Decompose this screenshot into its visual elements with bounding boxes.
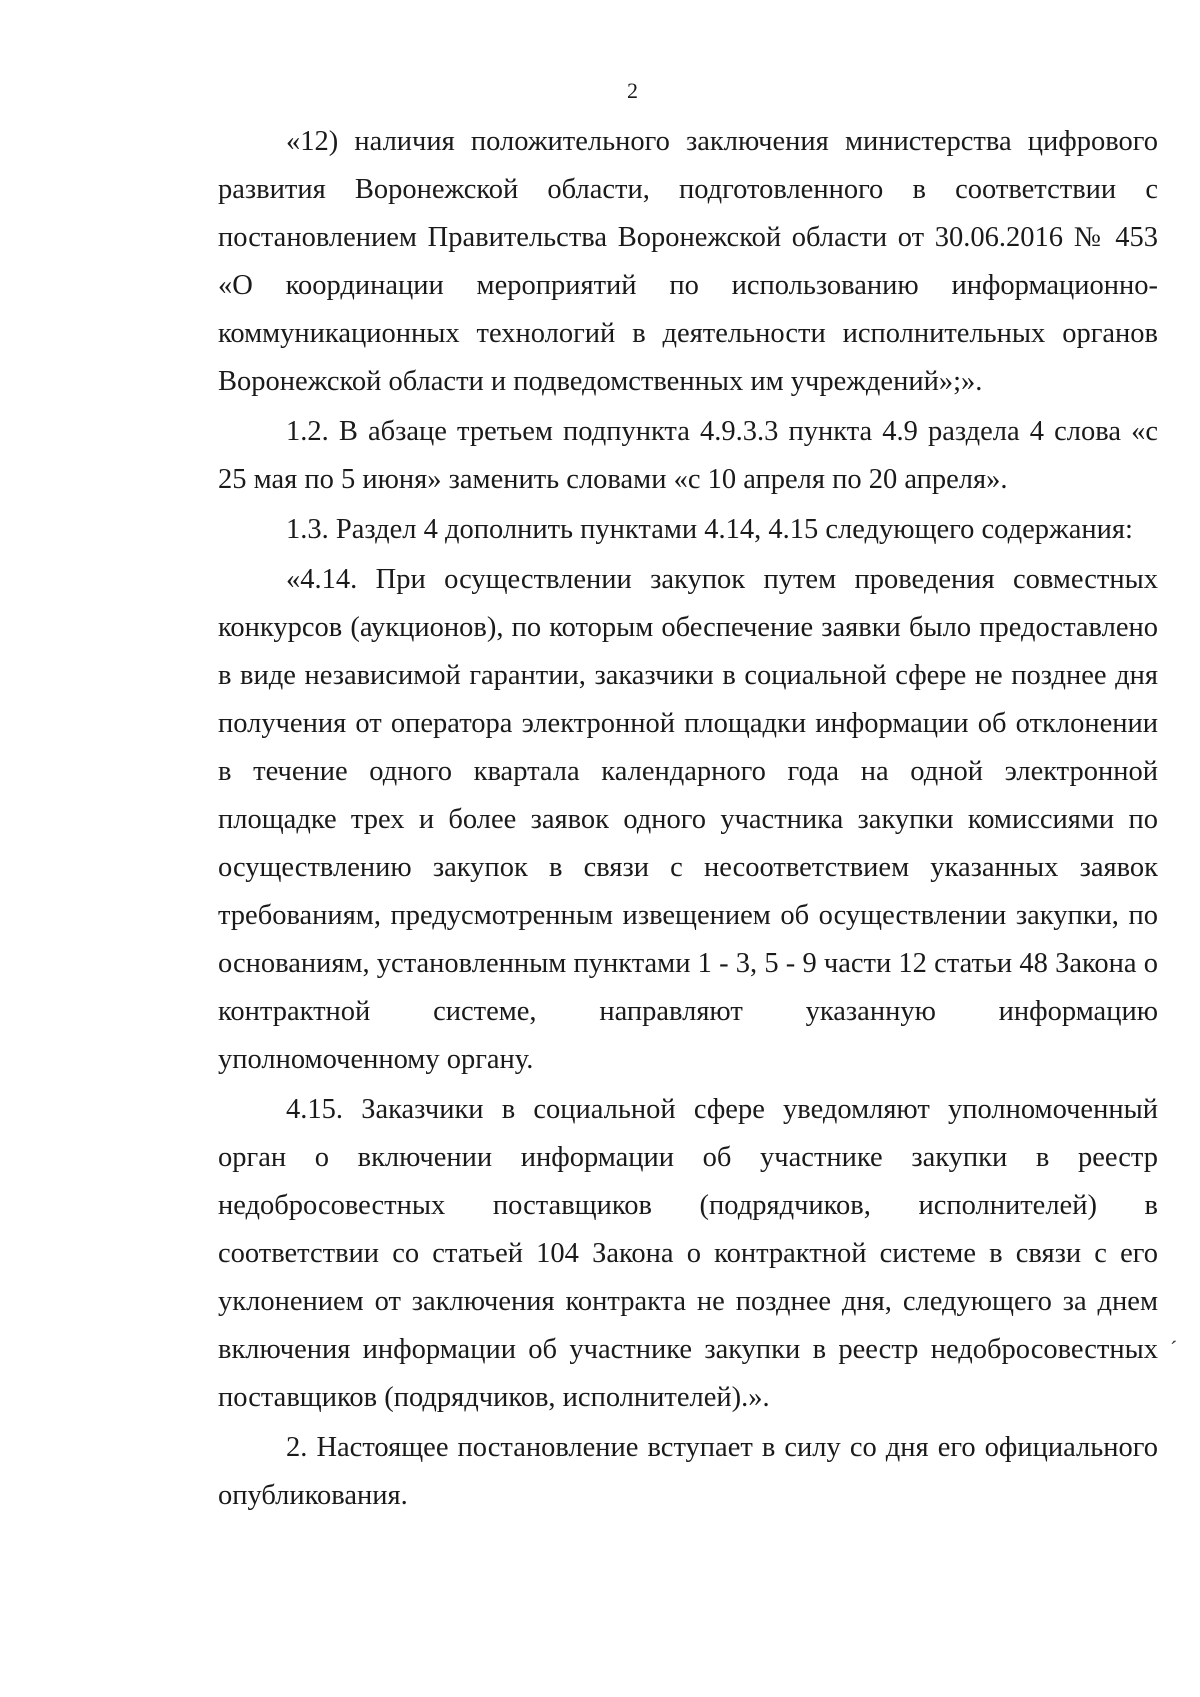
document-body (218, 118, 1158, 1520)
paragraph-4-14: «4.14. При осуществлении закупок путем проведения совместных конкурсов (аукционов), по которым обеспечение заявки было предоставлено в виде независимой гарантии, заказчики в социальной сфере не позднее дня получения от оператора электронной площадки информации об отклонении в течение одного квартала календарного года на одной электронной площадке трех и более заявок одного участника закупки комиссиями по осуществлению закупок в связи с несоответствием указанных заявок требованиям, предусмотренным извещением об осуществлении закупки, по основаниям, установленным пунктами 1 - 3, 5 - 9 части 12 статьи 48 Закона о контрактной системе, направляют указанную информацию уполномоченному органу. (218, 564, 1158, 1075)
paragraph-2: 2. Настоящее постановление вступает в силу со дня его официального опубликования. (218, 1432, 1158, 1511)
page-number: 2 (627, 78, 638, 103)
paragraph-item-12: «12) наличия положительного заключения министерства цифрового развития Воронежской области, подготовленного в соответствии с постановлением Правительства Воронежской области от 30.06.2016 № 453 «О координации мероприятий по использованию информационно-коммуникационных технологий в деятельности исполнительных органов Воронежской области и подведомственных им учреждений»;». (218, 126, 1158, 397)
paragraph-1-2: 1.2. В абзаце третьем подпункта 4.9.3.3 пункта 4.9 раздела 4 слова «с 25 мая по 5 июня» заменить словами «с 10 апреля по 20 апреля». (218, 416, 1158, 495)
paragraph-4-15: 4.15. Заказчики в социальной сфере уведомляют уполномоченный орган о включении информации об участнике закупки в реестр недобросовестных поставщиков (подрядчиков, исполнителей) в соответствии со статьей 104 Закона о контрактной системе в связи с его уклонением от заключения контракта не позднее дня, следующего за днем включения информации об участнике закупки в реестр недобросовестных поставщиков (подрядчиков, исполнителей).». (218, 1094, 1158, 1413)
paragraph-1-3: 1.3. Раздел 4 дополнить пунктами 4.14, 4.15 следующего содержания: (286, 514, 1133, 545)
margin-mark: ´ (1170, 1336, 1178, 1361)
